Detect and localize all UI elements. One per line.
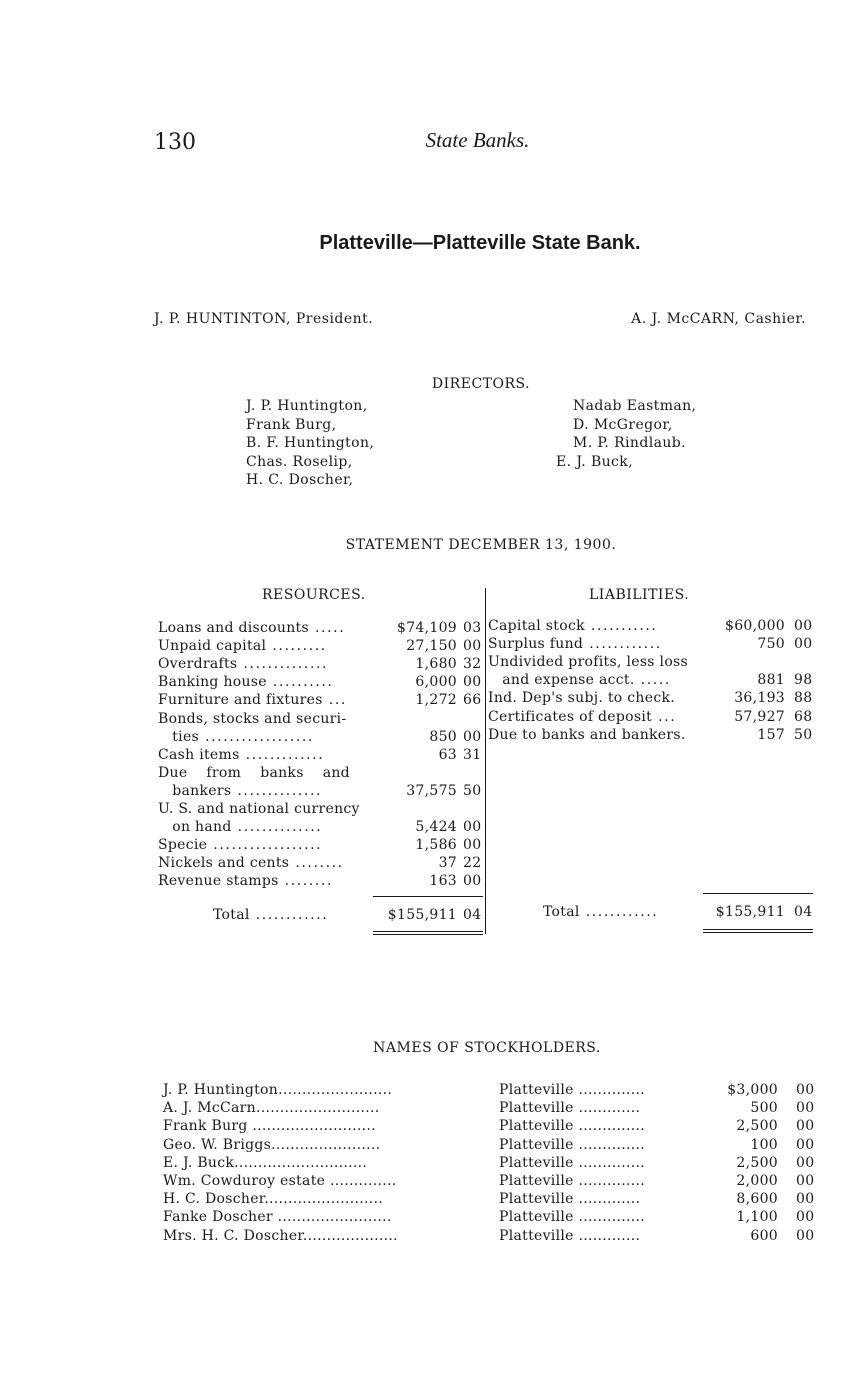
directors-heading: DIRECTORS. [431, 376, 531, 392]
total-cents: 04 [463, 907, 482, 923]
ledger-label [488, 636, 662, 652]
ledger-label-text: Bonds, stocks and securi- [158, 710, 347, 727]
ledger-label-text: Unpaid capital [158, 638, 267, 655]
ledger-row [488, 727, 818, 745]
stockholder-row [163, 1191, 823, 1209]
ledger-label-text: Specie [158, 837, 208, 854]
stockholder-cents: 00 [796, 1100, 815, 1117]
ledger-dollars: 6,000 [415, 674, 457, 691]
ledger-row [158, 692, 485, 710]
ledger-label-text: Surplus fund [488, 636, 584, 653]
ledger-label-text: bankers [158, 782, 232, 799]
ledger-cents: 00 [463, 638, 482, 655]
stockholder-cents: 00 [796, 1191, 815, 1208]
ledger-label-text: Ind. Dep's subj. to check. [488, 690, 675, 707]
leader-dots: ......... [266, 638, 327, 655]
ledger-cents: 00 [463, 819, 482, 836]
ledger-dollars: 1,586 [415, 837, 457, 854]
stockholder-cents: 00 [796, 1118, 815, 1135]
ledger-dollars: 1,272 [415, 692, 457, 709]
ledger-row [158, 873, 485, 891]
ledger-row [158, 674, 485, 692]
ledger-label-text: Banking house [158, 674, 267, 691]
ledger-cents: 00 [463, 674, 482, 691]
ledger-label [488, 709, 676, 725]
ledger-label [158, 801, 360, 817]
stockholder-name: Fanke Doscher ........................ [163, 1209, 392, 1226]
total-row [488, 904, 818, 922]
bank-title: Platteville—Platteville State Bank. [319, 232, 641, 254]
ledger-dollars: 36,193 [734, 690, 785, 707]
stockholder-amount: 500 [750, 1100, 778, 1117]
ledger-label-text: U. S. and national currency [158, 801, 360, 817]
leader-dots: ............. [239, 746, 325, 763]
directors-right-column [556, 397, 696, 471]
director-name: Frank Burg, [246, 416, 337, 433]
ledger-label-text: Certificates of deposit [488, 708, 653, 725]
leader-dots: ........ [278, 873, 334, 890]
leader-dots: .............. [231, 782, 323, 799]
stockholder-row [163, 1228, 823, 1246]
ledger-label-text: Furniture and fixtures [158, 692, 323, 709]
ledger-label [158, 855, 344, 871]
cashier-line: A. J. McCARN, Cashier. [631, 311, 806, 327]
resources-total-rule-bottom [373, 931, 483, 932]
ledger-cents: 00 [463, 873, 482, 890]
stockholder-amount: $3,000 [727, 1082, 778, 1098]
director-name: E. J. Buck, [556, 453, 634, 470]
resources-total-rule-bottom [373, 934, 483, 935]
stockholder-row [163, 1118, 823, 1136]
leader-dots: ........... [584, 618, 658, 634]
leader-dots: .............. [231, 819, 323, 836]
ledger-label-text: Due to banks and bankers. [488, 726, 686, 743]
stockholder-cents: 00 [796, 1154, 815, 1171]
ledger-cents: 31 [463, 746, 482, 763]
leader-dots: .................. [207, 837, 323, 854]
total-row [158, 907, 485, 925]
leader-dots: ............ [249, 907, 329, 923]
ledger-label-text: on hand [158, 819, 232, 836]
ledger-row [158, 783, 485, 801]
ledger-label [488, 727, 686, 743]
ledger-label [158, 747, 324, 763]
ledger-dollars: 850 [429, 728, 457, 745]
ledger-label [158, 656, 328, 672]
president-line: J. P. HUNTINTON, President. [154, 311, 374, 327]
stockholder-row [163, 1082, 823, 1100]
ledger-dollars: 37,575 [406, 782, 457, 799]
total-label-text: Total [543, 904, 580, 920]
ledger-cents: 22 [463, 855, 482, 872]
total-label-text: Total [213, 907, 250, 923]
statement-heading: STATEMENT DECEMBER 13, 1900. [345, 537, 617, 553]
ledger-cents: 32 [463, 656, 482, 673]
ledger-label [488, 672, 671, 688]
directors-left-column [246, 397, 374, 490]
ledger-label [488, 618, 657, 634]
ledger-label-text: Due from banks and [158, 764, 350, 781]
stockholder-amount: 8,600 [736, 1191, 778, 1208]
director-name: D. McGregor, [573, 416, 673, 433]
ledger-row [158, 711, 485, 729]
total-dollars: $155,911 [387, 907, 457, 923]
ledger-row [488, 636, 818, 654]
ledger-row [488, 618, 818, 636]
ledger-cents: 88 [794, 690, 813, 707]
stockholder-cents: 00 [796, 1209, 815, 1226]
ledger-row [158, 729, 485, 747]
ledger-label [158, 837, 322, 853]
stockholder-name: E. J. Buck............................ [163, 1154, 368, 1171]
leader-dots: ............ [579, 904, 659, 920]
liabilities-total-rule-bottom [703, 929, 813, 930]
stockholder-amount: 100 [750, 1136, 778, 1153]
ledger-row [158, 765, 485, 783]
ledger-label [158, 765, 350, 781]
stockholder-town: Platteville .............. [499, 1082, 645, 1098]
leader-dots: .............. [237, 656, 329, 673]
ledger-label-text: and expense acct. [488, 672, 635, 689]
stockholder-amount: 1,100 [736, 1209, 778, 1226]
leader-dots: ... [652, 708, 677, 725]
stockholder-town: Platteville ............. [499, 1191, 641, 1208]
director-name: Nadab Eastman, [573, 398, 697, 414]
resources-total-rule-top [373, 896, 483, 897]
stockholder-row [163, 1100, 823, 1118]
director-name: M. P. Rindlaub. [573, 435, 686, 452]
column-divider [485, 588, 486, 934]
ledger-row [158, 747, 485, 765]
stockholder-amount: 600 [750, 1227, 778, 1244]
director-name: H. C. Doscher, [246, 472, 354, 489]
ledger-row [158, 819, 485, 837]
resources-heading: RESOURCES. [262, 587, 366, 603]
ledger-dollars: 27,150 [406, 638, 457, 655]
ledger-label-text: Capital stock [488, 618, 585, 634]
stockholder-row [163, 1209, 823, 1227]
ledger-row [158, 801, 485, 819]
ledger-label-text: Cash items [158, 746, 240, 763]
stockholder-town: Platteville .............. [499, 1173, 645, 1189]
stockholder-name: Frank Burg .......................... [163, 1118, 376, 1135]
stockholder-row [163, 1155, 823, 1173]
ledger-dollars: 63 [438, 746, 457, 763]
ledger-label-text: Loans and discounts [158, 620, 309, 636]
page-number: 130 [154, 130, 196, 155]
stockholder-name: Mrs. H. C. Doscher.................... [163, 1227, 398, 1244]
ledger-row [158, 656, 485, 674]
ledger-dollars: 1,680 [415, 656, 457, 673]
stockholder-town: Platteville .............. [499, 1136, 645, 1153]
stockholder-amount: 2,500 [736, 1154, 778, 1171]
ledger-dollars: 37 [438, 855, 457, 872]
ledger-dollars: 163 [429, 873, 457, 890]
leader-dots: ............ [583, 636, 662, 653]
director-name: Chas. Roselip, [246, 453, 353, 470]
total-dollars: $155,911 [715, 904, 785, 920]
stockholder-cents: 00 [796, 1082, 815, 1098]
ledger-cents: 98 [794, 672, 813, 689]
running-title: State Banks. [425, 128, 530, 152]
ledger-label-text: Overdrafts [158, 656, 238, 673]
stockholder-name: A. J. McCarn.......................... [163, 1100, 380, 1117]
ledger-row [488, 654, 818, 672]
ledger-row [488, 672, 818, 690]
director-name: J. P. Huntington, [246, 398, 368, 414]
leader-dots: ..... [308, 620, 346, 636]
director-name: B. F. Huntington, [246, 435, 375, 452]
ledger-label [158, 783, 322, 799]
leader-dots: ... [322, 692, 347, 709]
stockholder-name: Wm. Cowduroy estate .............. [163, 1173, 397, 1189]
ledger-label [488, 690, 675, 706]
stockholder-amount: 2,000 [736, 1173, 778, 1189]
ledger-dollars: 750 [757, 636, 785, 653]
ledger-dollars: 881 [757, 672, 785, 689]
leader-dots: .......... [266, 674, 334, 691]
ledger-cents: 50 [463, 782, 482, 799]
ledger-cents: 00 [794, 636, 813, 653]
stockholder-cents: 00 [796, 1173, 815, 1189]
ledger-label-text: Nickels and cents [158, 855, 290, 872]
ledger-row [158, 638, 485, 656]
ledger-dollars: 5,424 [415, 819, 457, 836]
ledger-cents: 03 [463, 620, 482, 636]
stockholders-heading: NAMES OF STOCKHOLDERS. [373, 1040, 601, 1056]
ledger-row [158, 855, 485, 873]
ledger-row [158, 620, 485, 638]
ledger-label [158, 711, 346, 727]
ledger-label [158, 729, 314, 745]
ledger-label [158, 873, 333, 889]
ledger-label-text: Undivided profits, less loss [488, 654, 689, 671]
stockholder-row [163, 1137, 823, 1155]
ledger-cents: 00 [794, 618, 813, 634]
stockholder-cents: 00 [796, 1136, 815, 1153]
ledger-cents: 68 [794, 708, 813, 725]
stockholder-row [163, 1173, 823, 1191]
ledger-cents: 00 [463, 728, 482, 745]
ledger-row [158, 837, 485, 855]
ledger-label-text: Revenue stamps [158, 873, 279, 890]
total-cents: 04 [794, 904, 813, 920]
stockholder-name: Geo. W. Briggs....................... [163, 1136, 381, 1153]
leader-dots: ..... [634, 672, 671, 689]
liabilities-heading: LIABILITIES. [589, 587, 690, 603]
ledger-row [488, 690, 818, 708]
stockholder-cents: 00 [796, 1227, 815, 1244]
ledger-cents: 00 [463, 837, 482, 854]
ledger-cents: 50 [794, 726, 813, 743]
ledger-label [488, 654, 688, 670]
stockholder-town: Platteville .............. [499, 1118, 645, 1135]
stockholder-town: Platteville ............. [499, 1227, 641, 1244]
ledger-label-text: ties [158, 728, 200, 745]
ledger-label [158, 620, 345, 636]
ledger-dollars: 57,927 [734, 708, 785, 725]
stockholder-town: Platteville .............. [499, 1209, 645, 1226]
stockholder-name: J. P. Huntington........................ [163, 1082, 393, 1098]
stockholder-name: H. C. Doscher......................... [163, 1191, 384, 1208]
total-label [213, 907, 328, 923]
ledger-label [158, 819, 322, 835]
leader-dots: .................. [199, 728, 314, 745]
ledger-label [158, 692, 347, 708]
total-label [543, 904, 658, 920]
liabilities-total-rule-bottom [703, 932, 813, 933]
ledger-dollars: 157 [757, 726, 785, 743]
ledger-label [158, 638, 327, 654]
stockholder-town: Platteville ............. [499, 1100, 641, 1117]
leader-dots: ........ [289, 855, 344, 872]
ledger-dollars: $74,109 [397, 620, 457, 636]
ledger-label [158, 674, 333, 690]
ledger-dollars: $60,000 [725, 618, 785, 634]
stockholder-amount: 2,500 [736, 1118, 778, 1135]
ledger-cents: 66 [463, 692, 482, 709]
liabilities-total-rule-top [703, 893, 813, 894]
ledger-row [488, 709, 818, 727]
stockholder-town: Platteville .............. [499, 1154, 645, 1171]
